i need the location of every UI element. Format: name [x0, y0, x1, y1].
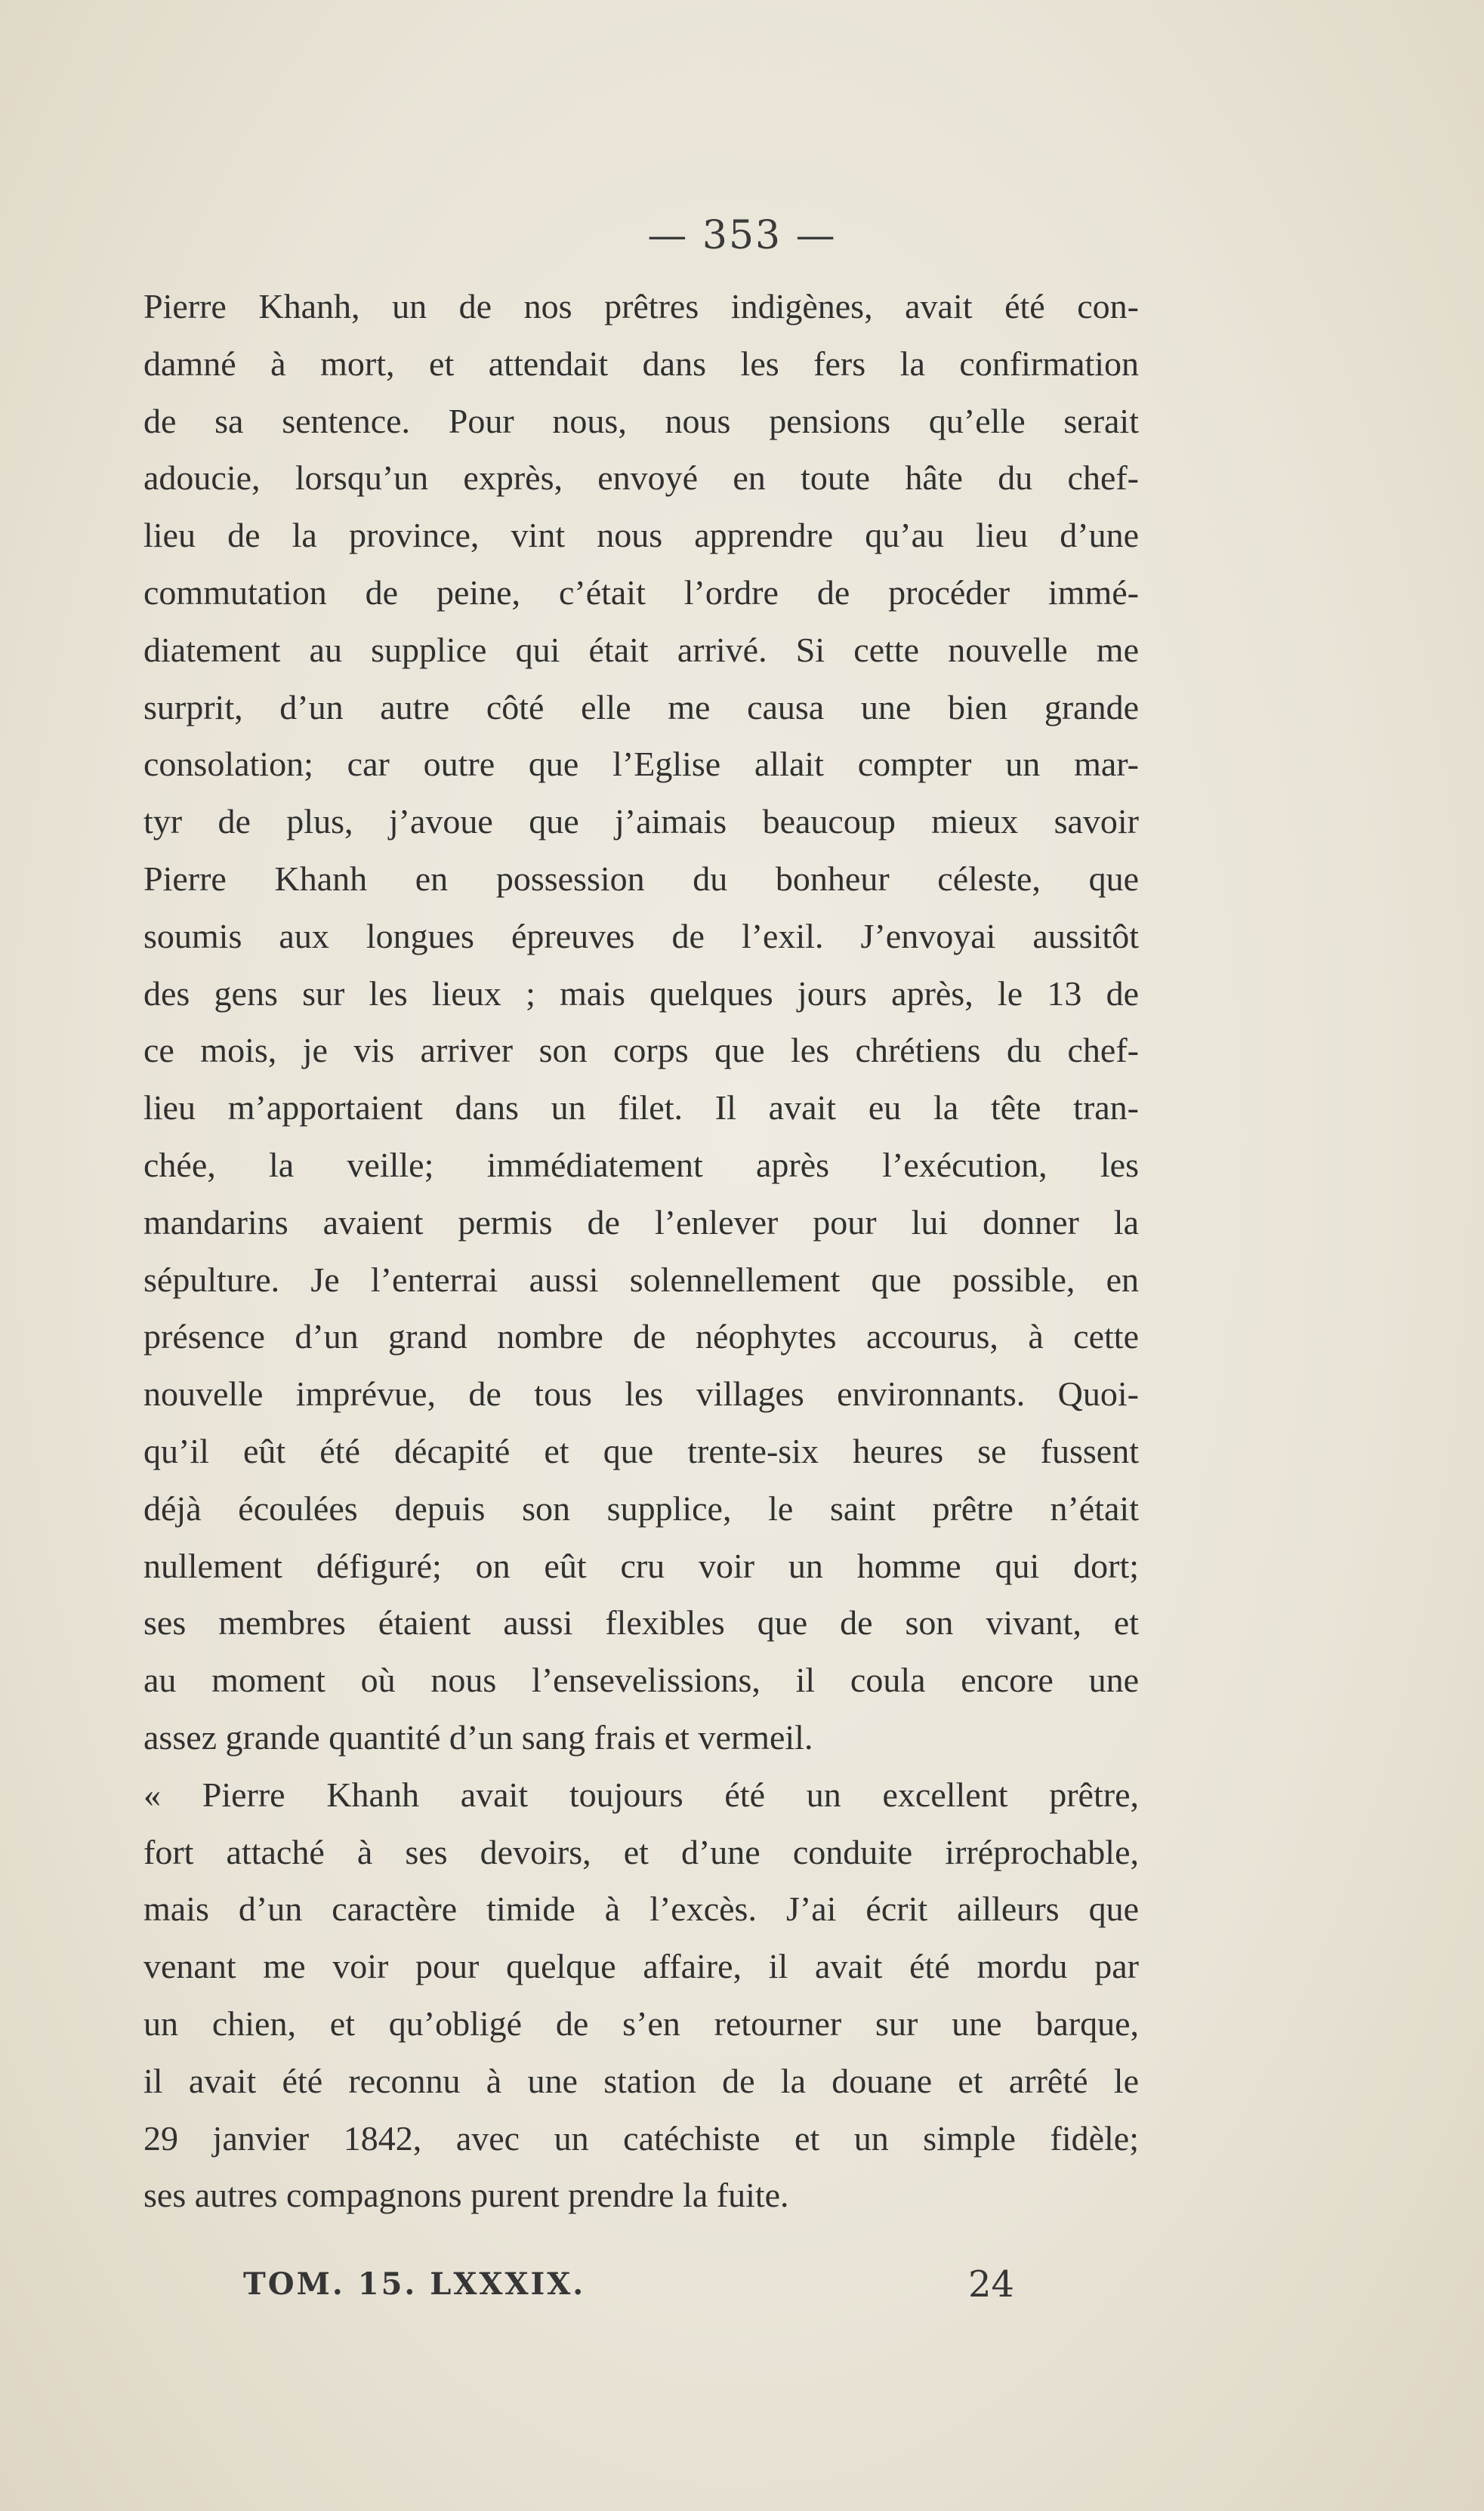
text-line: mais d’un caractère timide à l’excès. J’ai écrit ailleurs que: [143, 1889, 1139, 1929]
text-line: déjà écoulées depuis son supplice, le saint prêtre n’était: [143, 1488, 1139, 1528]
text-line: consolation; car outre que l’Eglise allait compter un mar-: [143, 745, 1139, 784]
text-line: soumis aux longues épreuves de l’exil. J’envoyai aussitôt: [143, 916, 1139, 955]
text-line: « Pierre Khanh avait toujours été un excellent prêtre,: [143, 1775, 1139, 1814]
text-line: assez grande quantité d’un sang frais et vermeil.: [143, 1717, 813, 1757]
sheet-number: 24: [968, 2263, 1015, 2306]
text-line: tyr de plus, j’avoue que j’aimais beaucoup mieux savoir: [143, 802, 1139, 841]
text-line: sépulture. Je l’enterrai aussi solennellement que possible, en: [143, 1260, 1139, 1299]
text-line: lieu de la province, vint nous apprendre qu’au lieu d’une: [143, 516, 1139, 555]
text-line: fort attaché à ses devoirs, et d’une conduite irréprochable,: [143, 1832, 1139, 1871]
text-line: 29 janvier 1842, avec un catéchiste et un simple fidèle;: [143, 2118, 1139, 2158]
text-line: ses membres étaient aussi flexibles que de son vivant, et: [143, 1603, 1139, 1643]
page-footer: [0, 2258, 1484, 2311]
text-line: lieu m’apportaient dans un filet. Il avait eu la tête tran-: [143, 1088, 1139, 1127]
text-line: mandarins avaient permis de l’enlever pour lui donner la: [143, 1202, 1139, 1242]
text-line: de sa sentence. Pour nous, nous pensions qu’elle serait: [143, 401, 1139, 440]
text-line: au moment où nous l’ensevelissions, il coula encore une: [143, 1661, 1139, 1700]
text-line: un chien, et qu’obligé de s’en retourner sur une barque,: [143, 2004, 1139, 2043]
text-line: surprit, d’un autre côté elle me causa une bien grande: [143, 687, 1139, 726]
text-line: des gens sur les lieux ; mais quelques jours après, le 13 de: [143, 973, 1139, 1013]
text-line: qu’il eût été décapité et que trente-six heures se fussent: [143, 1431, 1139, 1470]
text-line: adoucie, lorsqu’un exprès, envoyé en toute hâte du chef-: [143, 458, 1139, 498]
text-line: Pierre Khanh, un de nos prêtres indigènes, avait été con-: [143, 287, 1139, 325]
text-line: damné à mort, et attendait dans les fers la confirmation: [143, 344, 1139, 383]
text-line: commutation de peine, c’était l’ordre de procéder immé-: [143, 572, 1139, 612]
page-number: — 353 —: [647, 213, 837, 258]
body-text: [143, 278, 1139, 2224]
text-line: ce mois, je vis arriver son corps que les chrétiens du chef-: [143, 1031, 1139, 1070]
text-line: Pierre Khanh en possession du bonheur céleste, que: [143, 859, 1139, 898]
text-line: présence d’un grand nombre de néophytes accourus, à cette: [143, 1317, 1139, 1356]
text-line: ses autres compagnons purent prendre la fuite.: [143, 2176, 789, 2215]
text-line: diatement au supplice qui était arrivé. Si cette nouvelle me: [143, 630, 1139, 669]
text-line: il avait été reconnu à une station de la douane et arrêté le: [143, 2061, 1139, 2100]
text-line: nouvelle imprévue, de tous les villages environnants. Quoi-: [143, 1374, 1139, 1414]
text-line: chée, la veille; immédiatement après l’exécution, les: [143, 1145, 1139, 1184]
text-line: nullement défiguré; on eût cru voir un homme qui dort;: [143, 1546, 1139, 1585]
text-line: venant me voir pour quelque affaire, il avait été mordu par: [143, 1947, 1139, 1986]
signature-mark: TOM. 15. LXXXIX.: [243, 2266, 586, 2302]
